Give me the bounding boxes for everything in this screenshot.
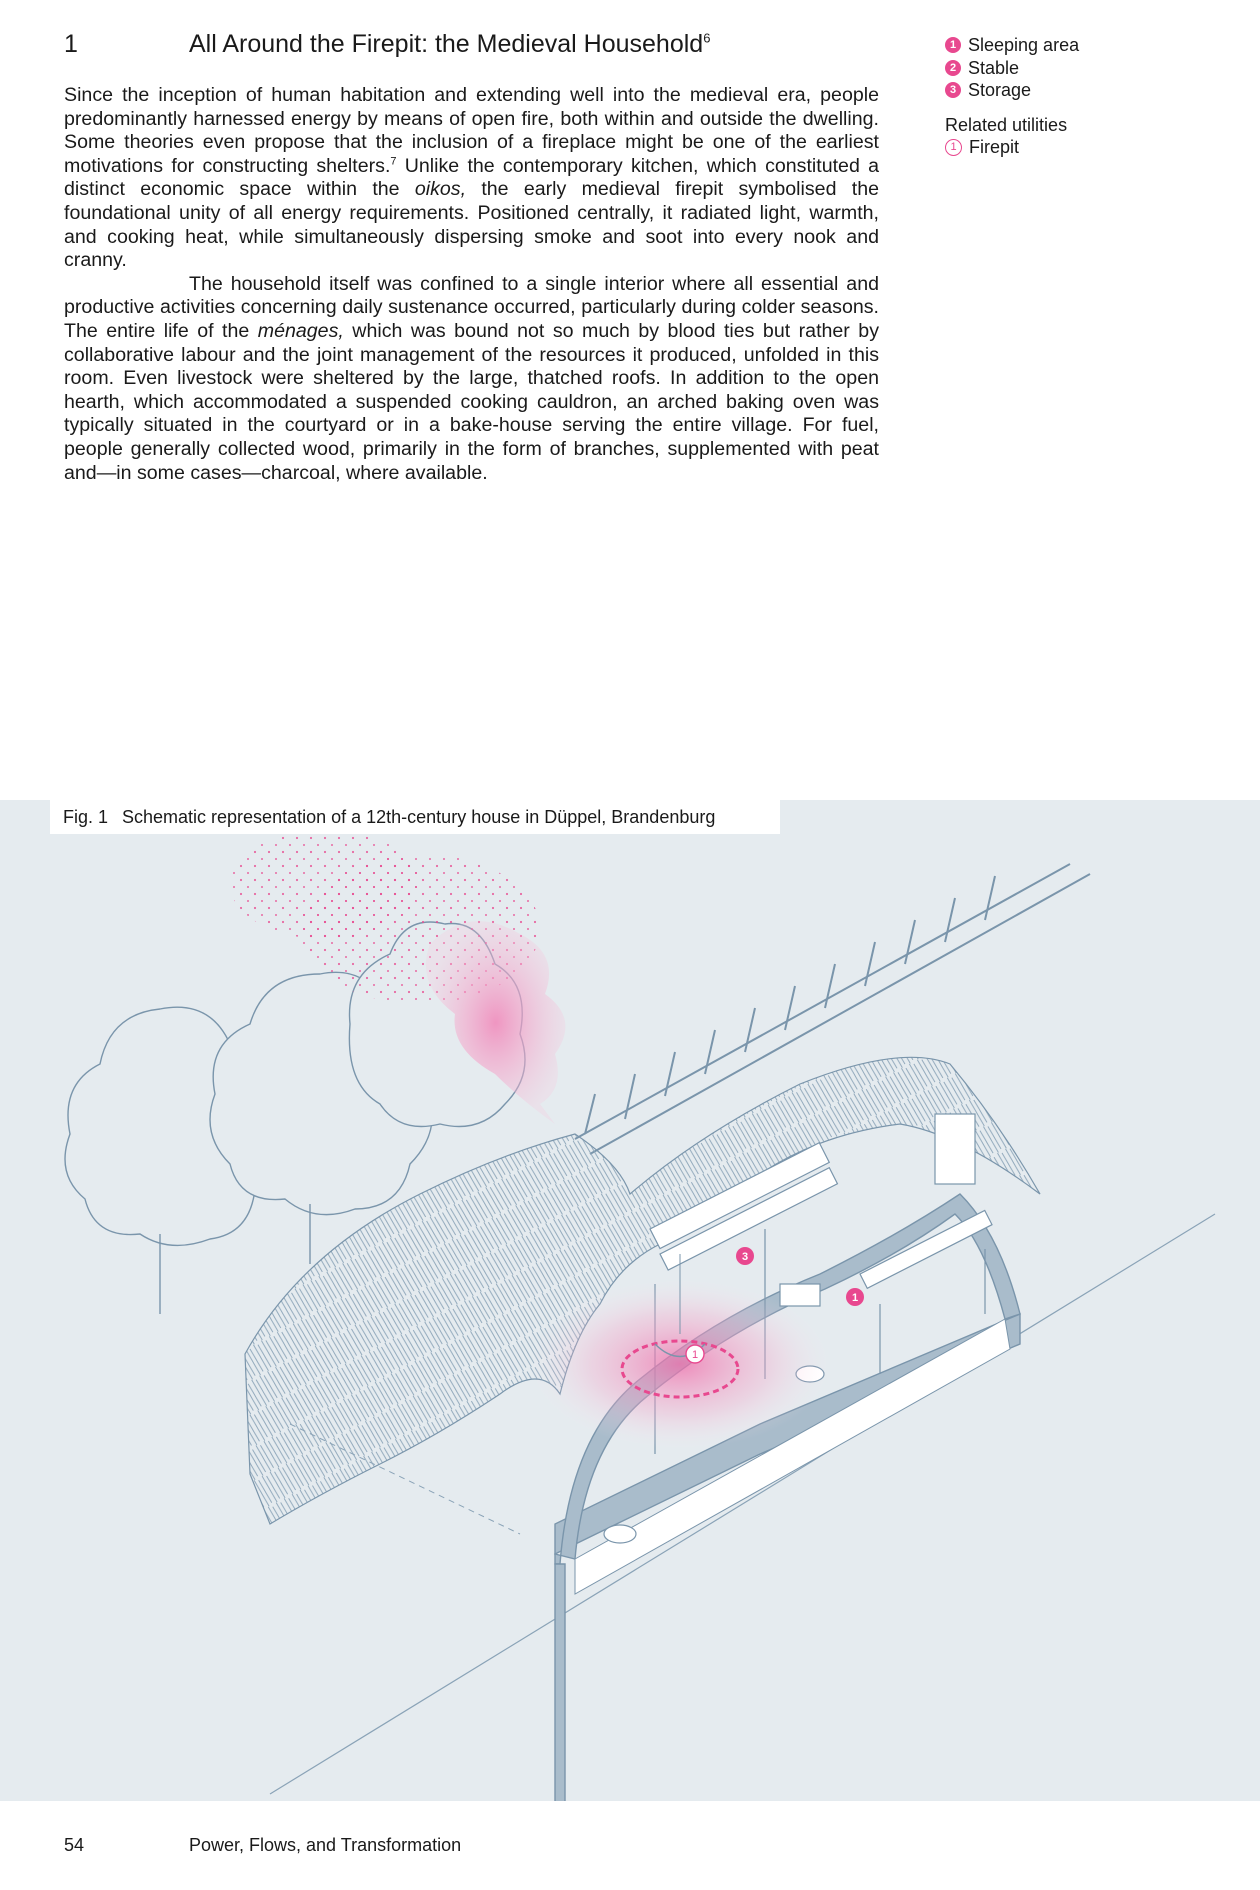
legend-label: Sleeping area bbox=[968, 35, 1080, 55]
marker-firepit bbox=[686, 1345, 704, 1363]
body-text bbox=[64, 84, 879, 485]
footnote-marker: 7 bbox=[390, 155, 397, 168]
paragraph-2-emphasis: ménages, bbox=[257, 319, 344, 342]
page-number: 54 bbox=[64, 1835, 85, 1855]
paragraph-2 bbox=[64, 273, 879, 485]
marker-storage bbox=[736, 1247, 754, 1265]
legend-label: Storage bbox=[968, 80, 1032, 100]
chapter-title bbox=[189, 30, 710, 59]
house-illustration bbox=[0, 834, 1260, 1801]
legend-label: Stable bbox=[968, 57, 1020, 78]
chapter-number: 1 bbox=[64, 30, 78, 58]
paragraph-1-part-b: Unlike the contemporary kitchen, which constituted a distinct economic space within the bbox=[64, 154, 879, 201]
paragraph-1-part-c: the early medieval firepit symbolised the foundational unity of all energy requirements. Positioned centrally, it radiated light, warmth, and cooking heat, while simultaneously dispersing smoke and soot into every nook and cranny. bbox=[64, 178, 879, 272]
legend-item-sleeping bbox=[945, 34, 1079, 57]
paragraph-2-part-b: which was bound not so much by blood ties but rather by collaborative labour and the joint management of the resources it produced, unfolded in this room. Even livestock were sheltered by the large, thatched roofs. In addition to the open hearth, which accommodated a suspended cooking cauldron, an arched baking oven was typically situated in the courtyard or in a bake-house serving the entire village. For fuel, people generally collected wood, primarily in the form of branches, supplemented with peat and—in some cases—charcoal, where available. bbox=[64, 319, 879, 484]
svg-text:1: 1 bbox=[691, 1349, 699, 1361]
paragraph-2-part-a: The household itself was confined to a single interior where all essential and productive activities concerning daily sustenance occurred, particularly during colder seasons. The entire life of the bbox=[64, 272, 879, 342]
legend-item-storage bbox=[945, 79, 1079, 102]
svg-text:1: 1 bbox=[851, 1292, 859, 1304]
figure-caption bbox=[50, 800, 780, 834]
related-utilities-heading: Related utilities bbox=[945, 114, 1068, 135]
paragraph-1-part-a: Since the inception of human habitation and extending well into the medieval era, people predominantly harnessed energy by means of open fire, both within and outside the dwelling. Some theories even propose that the inclusion of a fireplace might be one of the earliest motivations for constructing shelters. bbox=[64, 84, 879, 177]
related-item-firepit bbox=[945, 136, 1079, 159]
paragraph-1-emphasis: oikos, bbox=[414, 178, 467, 201]
chapter-title-text: All Around the Firepit: the Medieval Household bbox=[189, 30, 704, 58]
legend bbox=[945, 34, 1079, 159]
chapter-title-footnote: 6 bbox=[703, 30, 711, 46]
svg-text:3: 3 bbox=[741, 1251, 749, 1263]
figure-label: Fig. 1 bbox=[63, 806, 109, 827]
related-badge: 1 bbox=[945, 139, 962, 156]
legend-badge: 1 bbox=[945, 37, 961, 53]
legend-badge: 2 bbox=[945, 60, 961, 76]
running-footer-title: Power, Flows, and Transformation bbox=[189, 1835, 462, 1855]
figure-caption-text: Schematic representation of a 12th-century house in Düppel, Brandenburg bbox=[122, 806, 716, 827]
legend-badge: 3 bbox=[945, 82, 961, 98]
paragraph-1 bbox=[64, 84, 879, 273]
marker-sleeping-area bbox=[846, 1288, 864, 1306]
legend-item-stable bbox=[945, 57, 1079, 80]
related-label: Firepit bbox=[969, 137, 1020, 157]
